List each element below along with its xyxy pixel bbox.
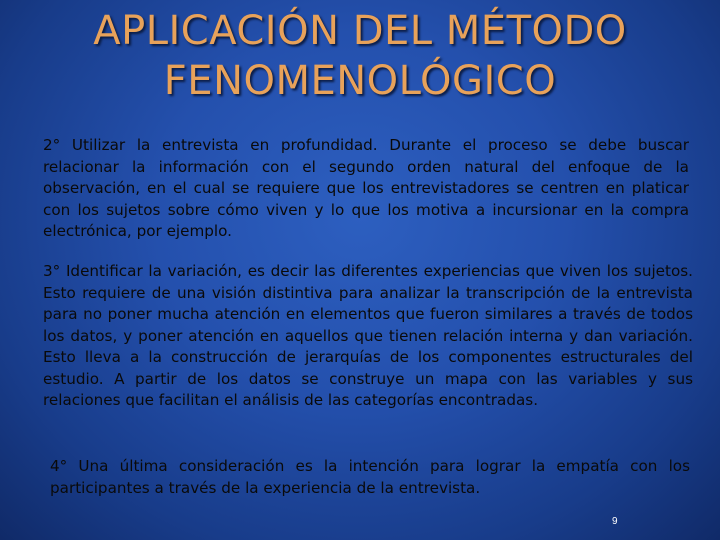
paragraph-step-3: 3° Identificar la variación, es decir las diferentes experiencias que viven los sujetos. Esto requiere de una visión distintiva para analizar la transcripción de la entrevista para no poner mucha atención en elementos que fueron similares a través de todos los datos, y poner atención en aquellos que tienen relación interna y dan variación. Esto lleva a la construcción de jerarquías de los componentes estructurales del estudio. A partir de los datos se construye un mapa con las variables y sus relaciones que facilitan el análisis de las categorías encontradas. — [43, 262, 693, 409]
slide-title — [0, 6, 720, 106]
page-number: 9 — [612, 516, 618, 527]
slide-title-line-1: APLICACIÓN DEL MÉTODO — [93, 8, 627, 54]
paragraph-step-4: 4° Una última consideración es la intención para lograr la empatía con los participantes a través de la experiencia de la entrevista. — [50, 457, 690, 497]
slide-title-line-2: FENOMENOLÓGICO — [163, 58, 557, 104]
paragraph-step-2: 2° Utilizar la entrevista en profundidad. Durante el proceso se debe buscar relacionar la información con el segundo orden natural del enfoque de la observación, en el cual se requiere que los entrevistadores se centren en platicar con los sujetos sobre cómo viven y lo que los motiva a incursionar en la compra electrónica, por ejemplo. — [43, 136, 689, 240]
